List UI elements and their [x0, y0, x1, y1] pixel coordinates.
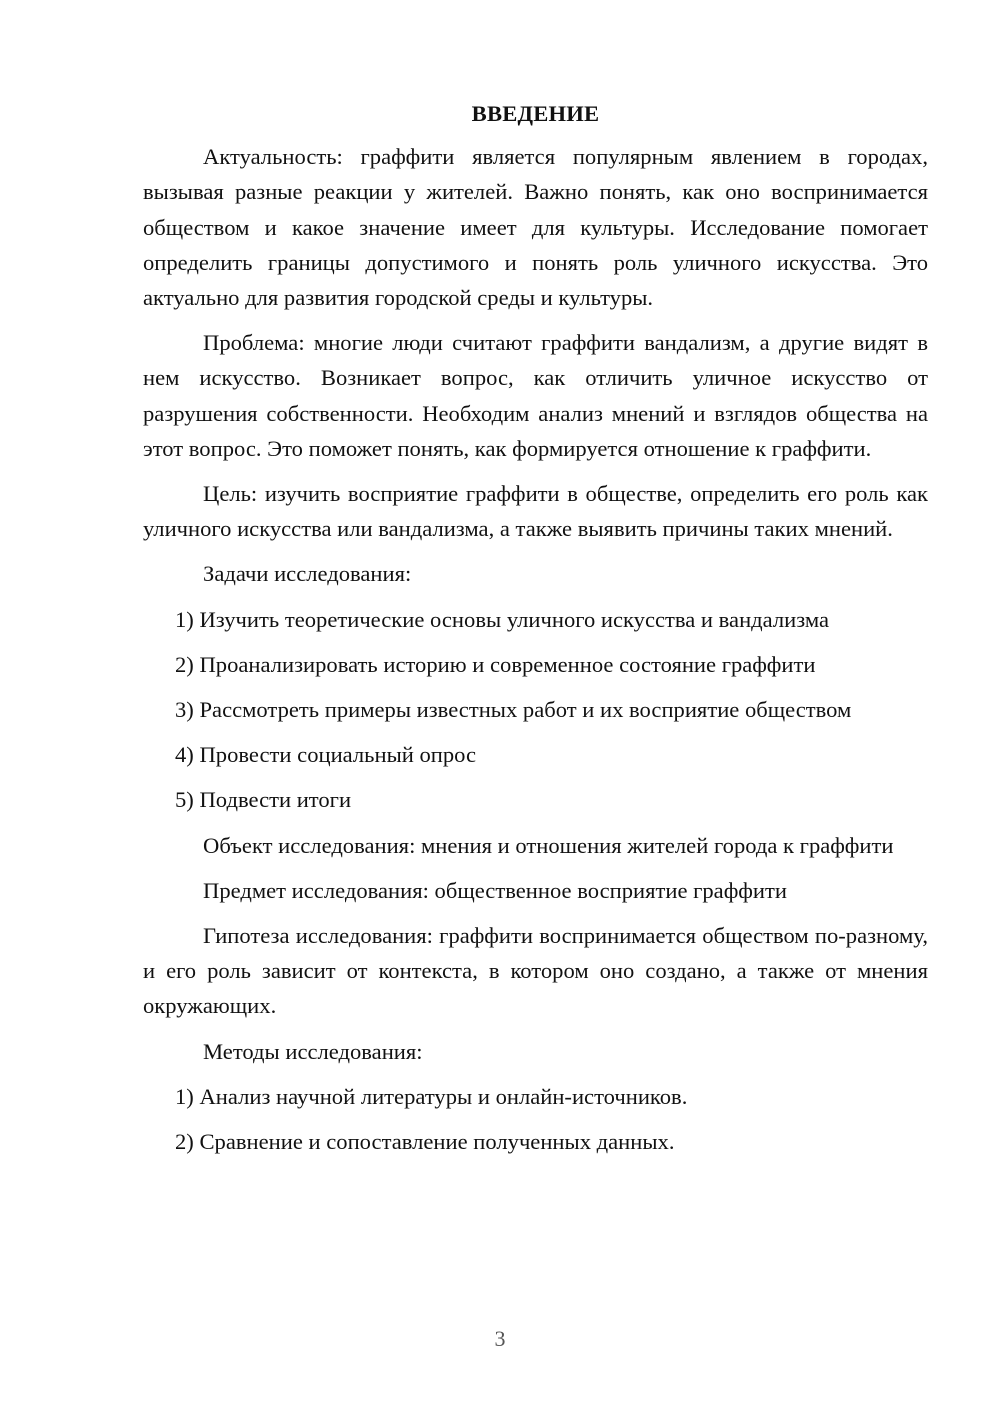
method-number: 1) — [175, 1083, 194, 1109]
task-text: Подвести итоги — [199, 787, 352, 813]
method-item-2 — [143, 1124, 928, 1159]
task-text: Рассмотреть примеры известных работ и их восприятие обществом — [199, 697, 852, 723]
section-title: ВВЕДЕНИЕ — [471, 101, 600, 126]
hypothesis-paragraph: Гипотеза исследования: граффити воспринимается обществом по-разному, и его роль зависит от контекста, в котором оно создано, а также от мнения окружающих. — [143, 923, 928, 1019]
subject-paragraph: Предмет исследования: общественное восприятие граффити — [203, 877, 787, 903]
method-text: Анализ научной литературы и онлайн-источников. — [199, 1083, 688, 1109]
methods-heading: Методы исследования: — [203, 1038, 423, 1064]
task-number: 4) — [175, 742, 194, 768]
task-number: 2) — [175, 651, 194, 677]
task-item-3 — [143, 692, 928, 727]
page-number: 3 — [494, 1326, 506, 1351]
document-page — [143, 90, 928, 1169]
relevance-paragraph: Актуальность: граффити является популярным явлением в городах, вызывая разные реакции у жителей. Важно понять, как оно воспринимается обществом и какое значение имеет для культуры. Исследование помогает определить границы допустимого и понять роль уличного искусства. Это актуально для развития городской среды и культуры. — [143, 144, 928, 311]
task-text: Проанализировать историю и современное состояние граффити — [199, 651, 816, 677]
object-paragraph: Объект исследования: мнения и отношения жителей города к граффити — [203, 832, 894, 858]
method-item-1 — [143, 1079, 928, 1114]
goal-paragraph: Цель: изучить восприятие граффити в обществе, определить его роль как уличного искусства или вандализма, а также выявить причины таких мнений. — [143, 481, 928, 542]
tasks-heading: Задачи исследования: — [203, 561, 412, 587]
task-item-1 — [143, 602, 928, 637]
task-item-4 — [143, 737, 928, 772]
task-number: 3) — [175, 697, 194, 723]
task-number: 1) — [175, 606, 194, 632]
method-text: Сравнение и сопоставление полученных данных. — [199, 1129, 675, 1155]
method-number: 2) — [175, 1129, 194, 1155]
task-text: Изучить теоретические основы уличного искусства и вандализма — [199, 606, 830, 632]
task-text: Провести социальный опрос — [199, 742, 477, 768]
task-number: 5) — [175, 787, 194, 813]
task-item-5 — [143, 782, 928, 817]
problem-paragraph: Проблема: многие люди считают граффити вандализм, а другие видят в нем искусство. Возникает вопрос, как отличить уличное искусство от разрушения собственности. Необходим анализ мнений и взглядов общества на этот вопрос. Это поможет понять, как формируется отношение к граффити. — [143, 330, 928, 461]
task-item-2 — [143, 647, 928, 682]
